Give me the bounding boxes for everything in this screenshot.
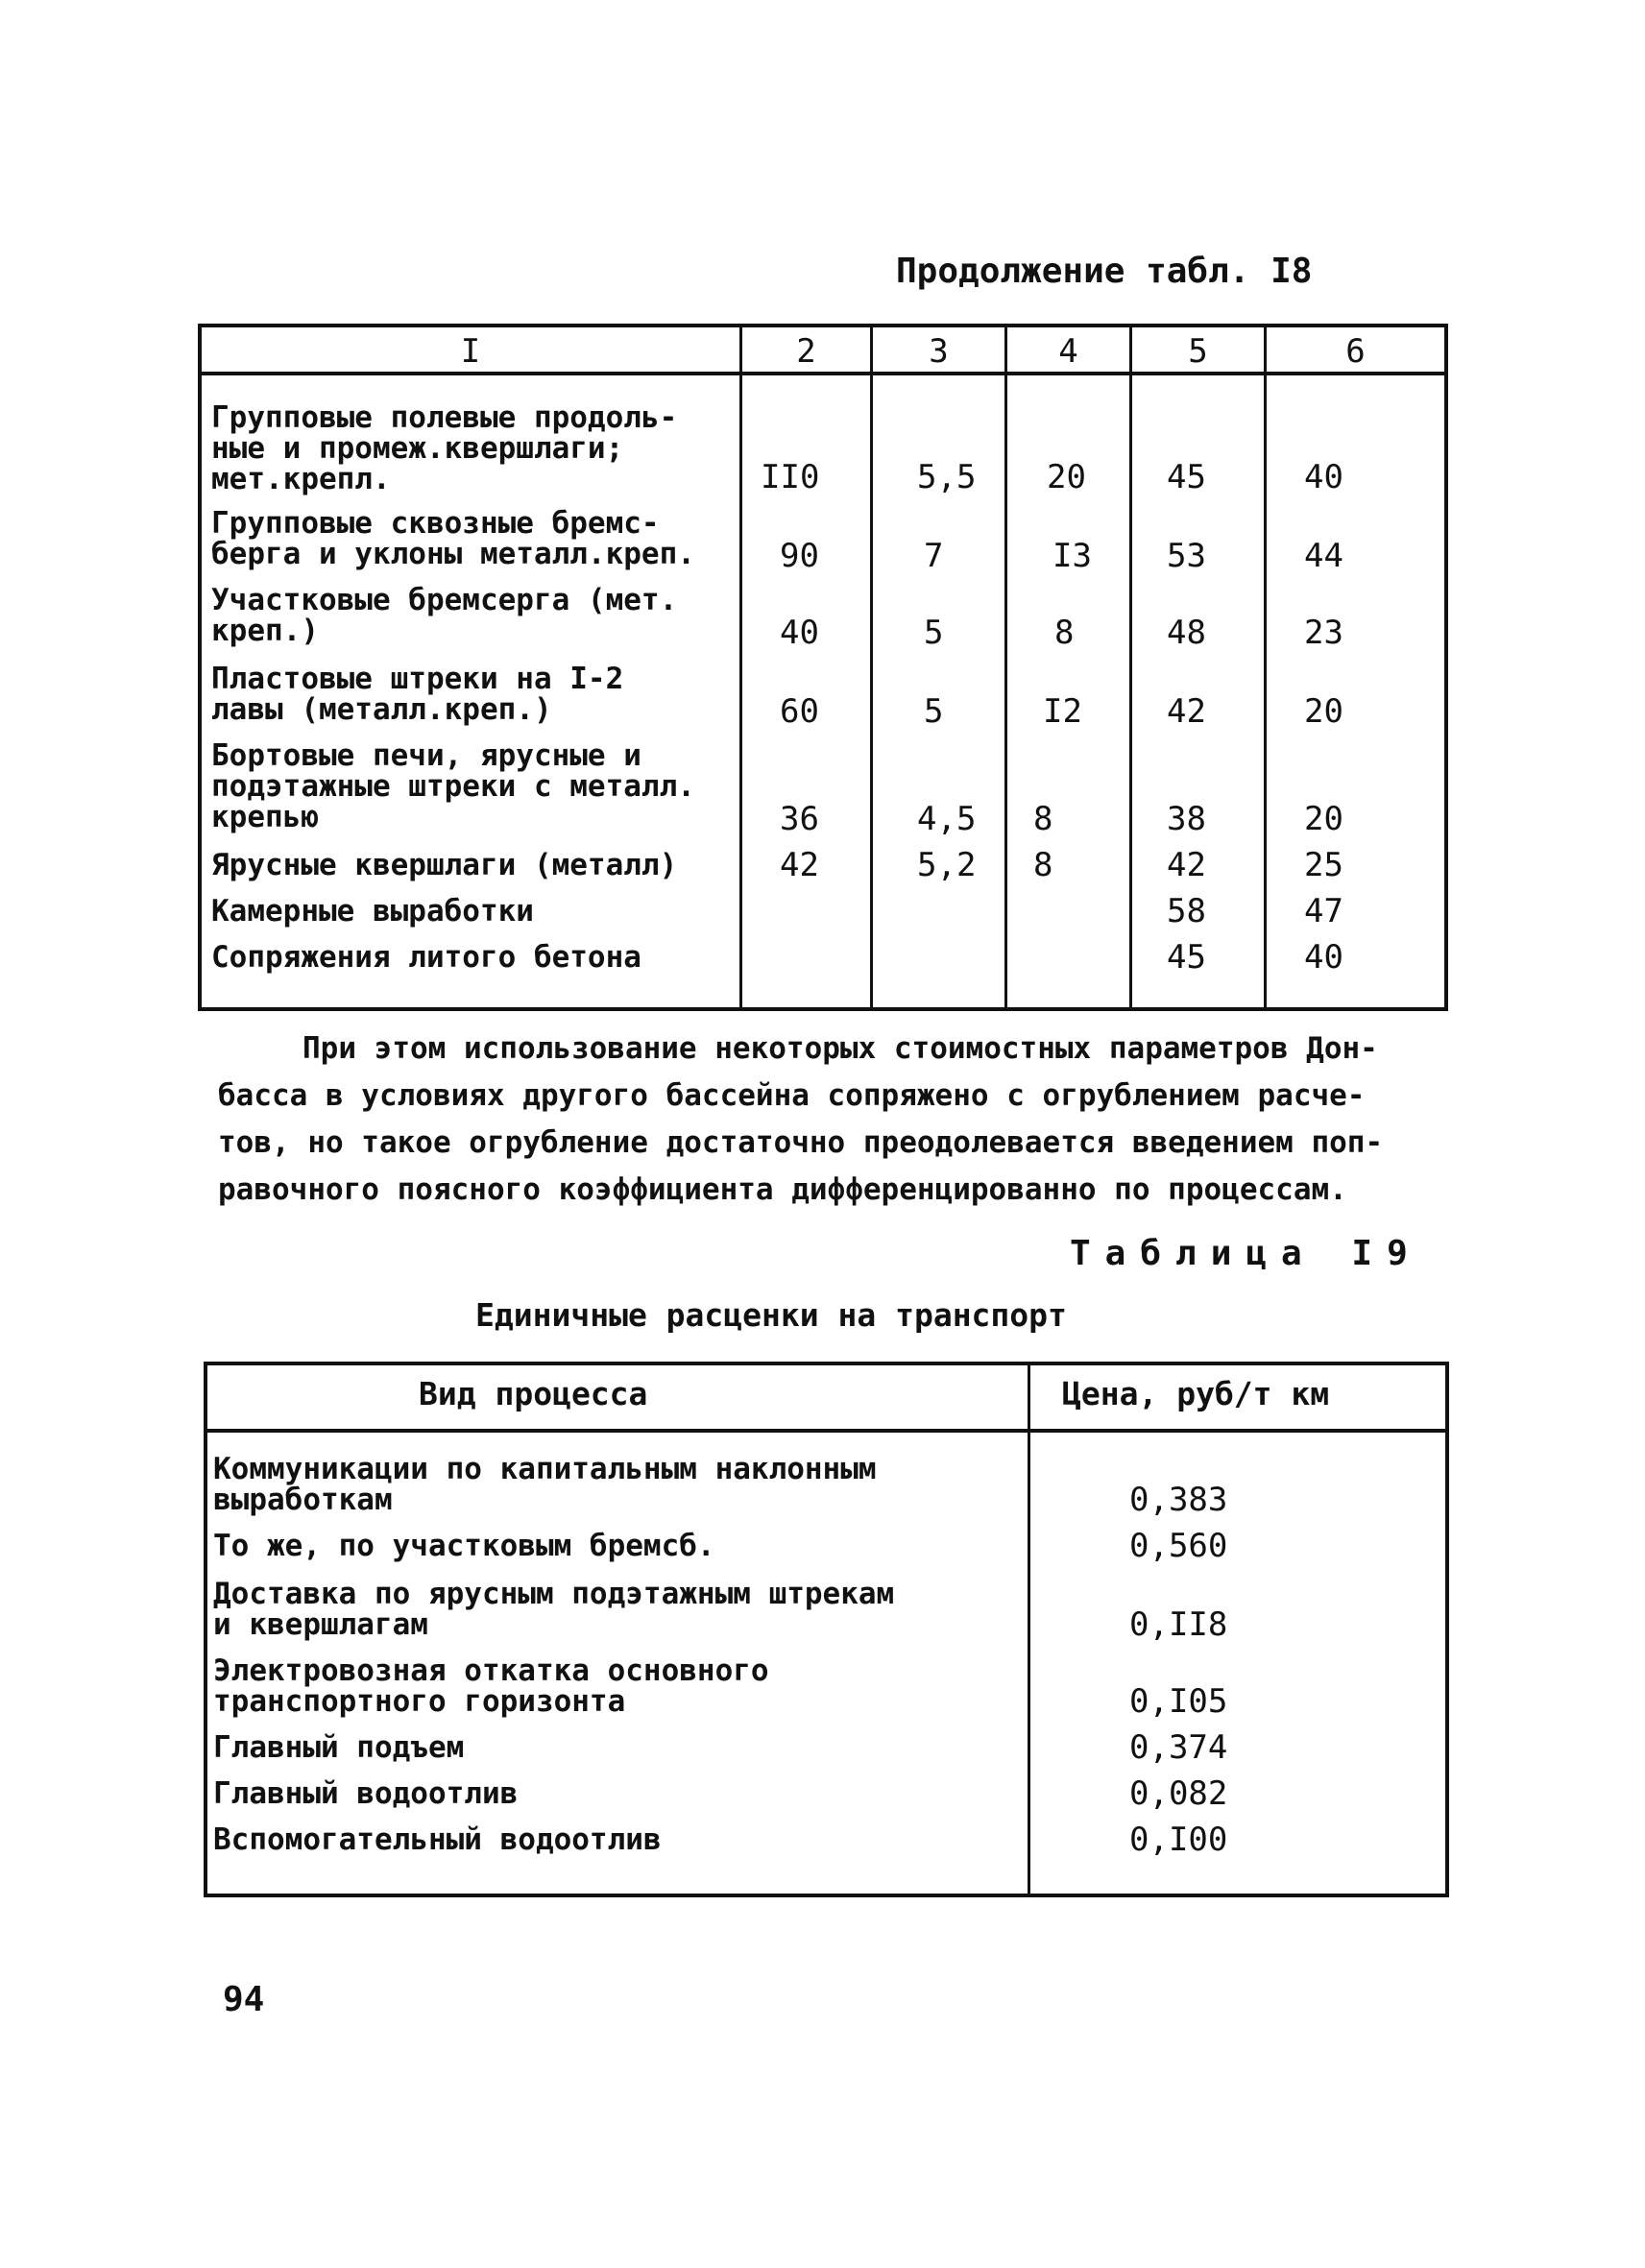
- table-18: [198, 324, 1448, 1011]
- table-cell: 0,374: [1129, 1728, 1228, 1767]
- column-header: I: [460, 332, 481, 371]
- table-cell: 25: [1304, 846, 1343, 884]
- table-cell: 40: [1304, 938, 1343, 977]
- table-row-label: Ярусные квершлаги (металл): [211, 848, 678, 882]
- table-row-label: Групповые полевые продоль- ные и промеж.квершлаги; мет.крепл.: [211, 400, 678, 496]
- column-header: 2: [796, 332, 816, 371]
- table-row-label: Участковые бремсерга (мет. креп.): [211, 583, 678, 648]
- table-cell: 40: [780, 614, 819, 652]
- table-cell: 45: [1167, 458, 1206, 496]
- paragraph-line: басса в условиях другого бассейна сопряжено с огрублением расче-: [218, 1078, 1366, 1113]
- table-cell: 0,383: [1129, 1481, 1228, 1519]
- table-cell: 20: [1047, 458, 1086, 496]
- column-divider: [1004, 327, 1007, 1007]
- table-cell: 48: [1167, 614, 1206, 652]
- table-cell: 20: [1304, 800, 1343, 838]
- table-row-label: Главный водоотлив: [213, 1776, 519, 1811]
- table-row-label: Главный подъем: [213, 1730, 465, 1765]
- table-cell: 23: [1304, 614, 1343, 652]
- continuation-caption: Продолжение табл. I8: [896, 252, 1313, 291]
- paragraph-line: равочного поясного коэффициента дифференцированно по процессам.: [218, 1172, 1347, 1207]
- paragraph-line: При этом использование некоторых стоимостных параметров Дон-: [302, 1031, 1378, 1066]
- table-cell: 0,082: [1129, 1774, 1228, 1813]
- column-divider: [1028, 1365, 1030, 1894]
- table-cell: 5: [924, 614, 944, 652]
- table-cell: 36: [780, 800, 819, 838]
- table-cell: 8: [1054, 614, 1075, 652]
- table-19: [204, 1362, 1449, 1897]
- table-cell: 40: [1304, 458, 1343, 496]
- table-cell: 90: [780, 537, 819, 575]
- table-row-label: То же, по участковым бремсб.: [213, 1529, 715, 1563]
- table-cell: 0,II8: [1129, 1605, 1228, 1644]
- table-19-caption: Таблица I9: [1070, 1234, 1422, 1273]
- table-cell: 8: [1033, 800, 1053, 838]
- table-cell: I2: [1043, 692, 1082, 731]
- table-cell: 38: [1167, 800, 1206, 838]
- table-row-label: Доставка по ярусным подэтажным штрекам и квершлагам: [213, 1577, 895, 1642]
- column-divider: [1264, 327, 1267, 1007]
- table-row-label: Электровозная откатка основного транспортного горизонта: [213, 1653, 769, 1719]
- table-cell: 45: [1167, 938, 1206, 977]
- table-cell: I3: [1052, 537, 1092, 575]
- table-row-label: Коммуникации по капитальным наклонным выработкам: [213, 1452, 877, 1517]
- table-cell: 5,5: [917, 458, 977, 496]
- table-cell: 5: [924, 692, 944, 731]
- page-number: 94: [223, 1980, 265, 2019]
- table-cell: 60: [780, 692, 819, 731]
- table-cell: 4,5: [917, 800, 977, 838]
- header-divider: [202, 372, 1444, 375]
- table-cell: 58: [1167, 892, 1206, 930]
- table-cell: 42: [780, 846, 819, 884]
- column-header: Цена, руб/т км: [1062, 1375, 1330, 1412]
- table-row-label: Сопряжения литого бетона: [211, 940, 641, 975]
- table-cell: 7: [924, 537, 944, 575]
- table-cell: 20: [1304, 692, 1343, 731]
- table-row-label: Групповые сквозные бремс- берга и уклоны металл.креп.: [211, 506, 695, 571]
- column-header: 4: [1058, 332, 1078, 371]
- column-divider: [870, 327, 873, 1007]
- table-cell: 0,I05: [1129, 1682, 1228, 1721]
- table-cell: 5,2: [917, 846, 977, 884]
- table-cell: II0: [761, 458, 820, 496]
- table-cell: 42: [1167, 692, 1206, 731]
- table-row-label: Вспомогательный водоотлив: [213, 1822, 662, 1857]
- table-row-label: Пластовые штреки на I-2 лавы (металл.креп.): [211, 662, 624, 727]
- column-header: Вид процесса: [419, 1375, 648, 1412]
- table-row-label: Бортовые печи, ярусные и подэтажные штреки с металл. крепью: [211, 738, 695, 834]
- table-row-label: Камерные выработки: [211, 894, 534, 929]
- column-header: 6: [1345, 332, 1366, 371]
- header-divider: [207, 1429, 1445, 1433]
- column-header: 3: [929, 332, 949, 371]
- body-paragraph: [218, 1025, 1457, 1214]
- paragraph-line: тов, но такое огрубление достаточно преодолевается введением поп-: [218, 1125, 1384, 1160]
- column-header: 5: [1188, 332, 1208, 371]
- table-19-title: Единичные расценки на транспорт: [475, 1296, 1067, 1334]
- table-cell: 42: [1167, 846, 1206, 884]
- table-cell: 47: [1304, 892, 1343, 930]
- column-divider: [1129, 327, 1132, 1007]
- table-cell: 0,I00: [1129, 1821, 1228, 1859]
- table-cell: 8: [1033, 846, 1053, 884]
- table-cell: 53: [1167, 537, 1206, 575]
- table-cell: 0,560: [1129, 1527, 1228, 1565]
- table-cell: 44: [1304, 537, 1343, 575]
